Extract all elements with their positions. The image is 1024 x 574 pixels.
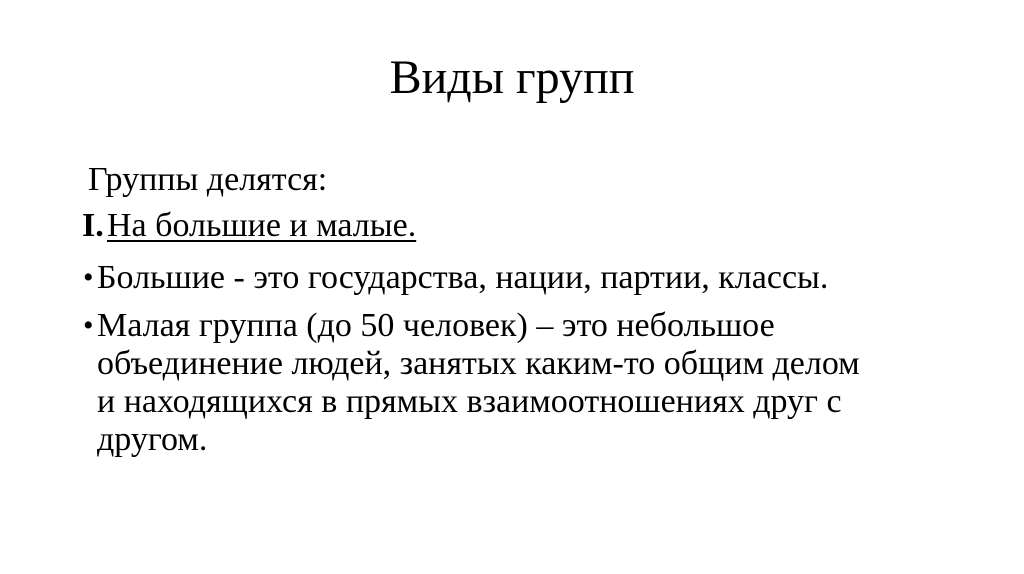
bullet-line: Малая группа (до 50 человек) – это небольшое xyxy=(97,307,775,344)
bullet-text xyxy=(97,307,860,459)
bullet-line: Большие - это государства, нации, партии, классы. xyxy=(97,259,829,296)
intro-line xyxy=(88,161,962,199)
intro-text: Группы делятся: xyxy=(88,161,328,198)
bullet-line: и находящихся в прямых взаимоотношениях друг с xyxy=(97,383,842,420)
bullet-item-large-groups xyxy=(83,259,962,297)
slide-title: Виды групп xyxy=(389,51,635,104)
bullet-line: другом. xyxy=(97,421,208,458)
numbered-item xyxy=(82,207,962,245)
numbered-item-marker: I. xyxy=(82,207,104,244)
bullet-marker-icon: • xyxy=(83,261,94,294)
slide-body xyxy=(82,161,962,459)
bullet-item-small-group xyxy=(83,307,962,459)
bullet-line: объединение людей, занятых каким-то общим делом xyxy=(97,345,860,382)
bullet-marker-icon: • xyxy=(83,309,94,342)
bullet-text xyxy=(97,259,828,297)
numbered-item-text: На большие и малые. xyxy=(107,207,417,244)
